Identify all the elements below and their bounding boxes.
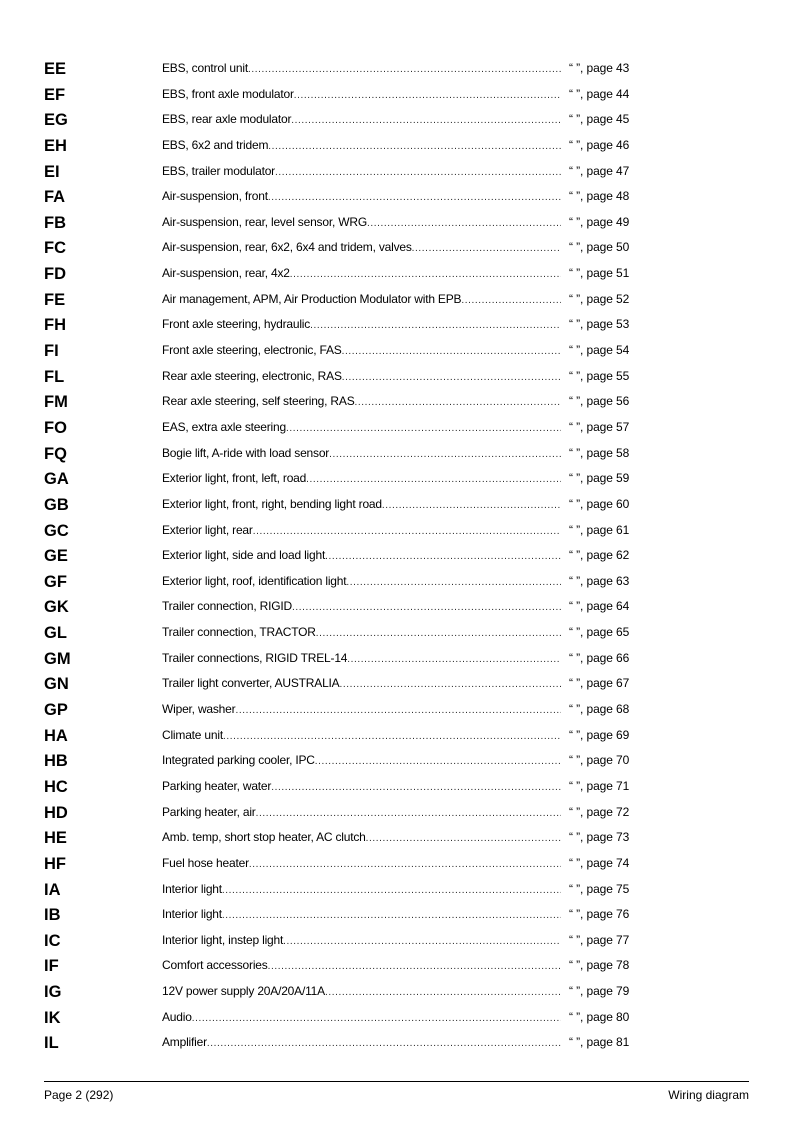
toc-title: Air-suspension, front (162, 189, 268, 204)
toc-page-ref[interactable]: “ ”, page 43 (569, 61, 630, 75)
toc-code: HC (44, 777, 68, 796)
toc-page-ref[interactable]: “ ”, page 60 (569, 496, 630, 511)
toc-code: FQ (44, 444, 67, 463)
toc-page-ref[interactable]: “ ”, page 66 (569, 650, 630, 665)
toc-row[interactable] (0, 1029, 793, 1055)
toc-page-ref[interactable]: “ ”, page 52 (569, 291, 630, 306)
toc-title: Wiper, washer (162, 702, 236, 717)
toc-row[interactable] (0, 747, 793, 773)
toc-title: Exterior light, roof, identification light (162, 573, 347, 588)
toc-code: HF (44, 854, 66, 873)
toc-title: Interior light (162, 907, 222, 922)
toc-page-ref[interactable]: “ ”, page 61 (569, 522, 630, 537)
toc-title: Interior light, instep light (162, 932, 284, 947)
toc-row[interactable] (0, 81, 793, 107)
toc-row[interactable] (0, 850, 793, 876)
toc-page-ref[interactable]: “ ”, page 46 (569, 137, 630, 152)
toc-code: IB (44, 906, 61, 925)
toc-title: Amplifier (162, 1035, 207, 1050)
toc-page-ref[interactable]: “ ”, page 76 (569, 907, 630, 922)
toc-code: IC (44, 931, 61, 950)
toc-code: IG (44, 983, 62, 1002)
toc-row[interactable] (0, 542, 793, 568)
toc-title: Climate unit (162, 727, 223, 742)
toc-title: Amb. temp, short stop heater, AC clutch (162, 830, 366, 845)
toc-code: GL (44, 624, 67, 643)
toc-title: Trailer connection, RIGID (162, 599, 292, 614)
toc-page-ref[interactable]: “ ”, page 78 (569, 958, 630, 973)
toc-title: Rear axle steering, self steering, RAS (162, 394, 355, 409)
document-title: Wiring diagram (668, 1088, 749, 1102)
toc-row[interactable] (0, 363, 793, 389)
toc-page-ref[interactable]: “ ”, page 67 (569, 676, 630, 691)
toc-row[interactable] (0, 132, 793, 158)
toc-page-ref[interactable]: “ ”, page 53 (569, 317, 630, 332)
toc-page-ref[interactable]: “ ”, page 45 (569, 112, 630, 127)
toc-title: Exterior light, front, left, road (162, 471, 307, 486)
toc-page-ref[interactable]: “ ”, page 58 (569, 445, 630, 460)
toc-title: Interior light (162, 881, 222, 896)
toc-page-ref[interactable]: “ ”, page 54 (569, 343, 630, 358)
toc-row[interactable] (0, 465, 793, 491)
toc-title: Fuel hose heater (162, 855, 249, 870)
toc-code: HD (44, 803, 68, 822)
toc-code: IA (44, 880, 61, 899)
toc-code: EE (44, 60, 67, 78)
page-number: Page 2 (292) (44, 1088, 114, 1102)
toc-code: EG (44, 111, 68, 130)
toc-row[interactable] (0, 670, 793, 696)
toc-page-ref[interactable]: “ ”, page 47 (569, 163, 630, 178)
toc-title: EBS, control unit (162, 61, 248, 75)
toc-row[interactable] (0, 619, 793, 645)
toc-page-ref[interactable]: “ ”, page 80 (569, 1009, 630, 1024)
toc-title: Front axle steering, electronic, FAS (162, 343, 342, 358)
toc-code: EH (44, 136, 67, 155)
toc-row[interactable] (0, 696, 793, 722)
toc-title: Rear axle steering, electronic, RAS (162, 368, 342, 383)
toc-code: HB (44, 752, 68, 771)
toc-code: FE (44, 290, 66, 309)
toc-code: FH (44, 316, 66, 335)
toc-page-ref[interactable]: “ ”, page 65 (569, 625, 630, 640)
toc-row[interactable] (0, 286, 793, 312)
toc-page-ref[interactable]: “ ”, page 68 (569, 702, 630, 717)
toc-title: Trailer connections, RIGID TREL-14 (162, 650, 348, 665)
toc-row[interactable] (0, 209, 793, 235)
toc-row[interactable] (0, 1004, 793, 1030)
toc-page-ref[interactable]: “ ”, page 57 (569, 419, 630, 434)
toc-title: Exterior light, rear (162, 522, 253, 537)
toc-row[interactable] (0, 183, 793, 209)
toc-code: GP (44, 701, 68, 720)
toc-page-ref[interactable]: “ ”, page 77 (569, 932, 630, 947)
toc-code: GA (44, 470, 69, 489)
toc-row[interactable] (0, 901, 793, 927)
toc-row[interactable] (0, 388, 793, 414)
toc-row[interactable] (0, 799, 793, 825)
toc-row[interactable] (0, 876, 793, 902)
toc-row[interactable] (0, 106, 793, 132)
table-of-contents (0, 55, 793, 1055)
toc-code: EF (44, 85, 66, 104)
toc-page-ref[interactable]: “ ”, page 48 (569, 189, 630, 204)
toc-page-ref[interactable]: “ ”, page 75 (569, 881, 630, 896)
toc-page-ref[interactable]: “ ”, page 64 (569, 599, 630, 614)
toc-row[interactable] (0, 722, 793, 748)
toc-page-ref[interactable]: “ ”, page 63 (569, 573, 630, 588)
toc-title: Parking heater, air (162, 804, 256, 819)
footer-divider (44, 1081, 749, 1082)
toc-title: Air-suspension, rear, 4x2 (162, 266, 290, 281)
toc-title: Trailer connection, TRACTOR (162, 625, 316, 640)
toc-title: Audio (162, 1009, 192, 1024)
toc-code: FA (44, 188, 66, 207)
toc-row[interactable] (0, 568, 793, 594)
toc-title: 12V power supply 20A/20A/11A (162, 984, 325, 999)
toc-row[interactable] (0, 927, 793, 953)
toc-code: IL (44, 1034, 59, 1053)
toc-row[interactable] (0, 55, 793, 81)
toc-code: GK (44, 598, 69, 617)
toc-page-ref[interactable]: “ ”, page 70 (569, 753, 630, 768)
toc-code: HA (44, 726, 68, 745)
toc-title: Exterior light, front, right, bending light road (162, 496, 382, 511)
toc-title: Integrated parking cooler, IPC (162, 753, 315, 768)
toc-code: IK (44, 1008, 61, 1027)
toc-page-ref[interactable]: “ ”, page 72 (569, 804, 630, 819)
toc-page-ref[interactable]: “ ”, page 79 (569, 984, 630, 999)
toc-page-ref[interactable]: “ ”, page 81 (569, 1035, 630, 1050)
toc-row[interactable] (0, 978, 793, 1004)
toc-row[interactable] (0, 158, 793, 184)
toc-row[interactable] (0, 337, 793, 363)
toc-code: FO (44, 418, 67, 437)
toc-page-ref[interactable]: “ ”, page 49 (569, 214, 630, 229)
toc-code: FI (44, 342, 59, 361)
toc-page-ref[interactable]: “ ”, page 56 (569, 394, 630, 409)
toc-title: Parking heater, water (162, 778, 272, 793)
toc-row[interactable] (0, 440, 793, 466)
toc-code: GN (44, 675, 69, 694)
toc-code: FM (44, 393, 68, 412)
toc-code: HE (44, 829, 67, 848)
toc-title: Bogie lift, A-ride with load sensor (162, 445, 330, 460)
toc-page-ref[interactable]: “ ”, page 69 (569, 727, 630, 742)
toc-title: Comfort accessories (162, 958, 268, 973)
toc-row[interactable] (0, 952, 793, 978)
toc-page-ref[interactable]: “ ”, page 50 (569, 240, 630, 255)
toc-row[interactable] (0, 773, 793, 799)
toc-title: EBS, front axle modulator (162, 86, 294, 101)
toc-code: EI (44, 162, 60, 181)
toc-row[interactable] (0, 824, 793, 850)
toc-title: EBS, trailer modulator (162, 163, 275, 178)
toc-row[interactable] (0, 491, 793, 517)
toc-code: GF (44, 572, 67, 591)
toc-page-ref[interactable]: “ ”, page 74 (569, 855, 630, 870)
toc-code: FD (44, 265, 66, 284)
toc-row[interactable] (0, 311, 793, 337)
toc-row[interactable] (0, 234, 793, 260)
toc-title: EAS, extra axle steering (162, 419, 286, 434)
toc-title: Air-suspension, rear, 6x2, 6x4 and tridem, valves (162, 240, 412, 255)
toc-code: GE (44, 547, 68, 566)
toc-title: EBS, 6x2 and tridem (162, 137, 269, 152)
toc-code: GM (44, 649, 71, 668)
toc-code: GB (44, 495, 69, 514)
toc-code: FB (44, 213, 66, 232)
toc-row[interactable] (0, 260, 793, 286)
toc-page-ref[interactable]: “ ”, page 55 (569, 368, 630, 383)
toc-row[interactable] (0, 645, 793, 671)
toc-title: Exterior light, side and load light (162, 548, 326, 563)
toc-code: FL (44, 367, 65, 386)
toc-row[interactable] (0, 517, 793, 543)
toc-page-ref[interactable]: “ ”, page 62 (569, 548, 630, 563)
toc-title: Front axle steering, hydraulic (162, 317, 311, 332)
toc-page-ref[interactable]: “ ”, page 44 (569, 86, 630, 101)
toc-page-ref[interactable]: “ ”, page 59 (569, 471, 630, 486)
toc-title: Trailer light converter, AUSTRALIA (162, 676, 340, 691)
toc-code: IF (44, 957, 59, 976)
toc-page-ref[interactable]: “ ”, page 73 (569, 830, 630, 845)
toc-title: Air management, APM, Air Production Modulator with EPB (162, 291, 462, 306)
toc-row[interactable] (0, 593, 793, 619)
toc-page-ref[interactable]: “ ”, page 51 (569, 266, 630, 281)
toc-title: EBS, rear axle modulator (162, 112, 292, 127)
toc-code: FC (44, 239, 66, 258)
toc-title: Air-suspension, rear, level sensor, WRG (162, 214, 367, 229)
toc-code: GC (44, 521, 69, 540)
toc-page-ref[interactable]: “ ”, page 71 (569, 778, 630, 793)
toc-row[interactable] (0, 414, 793, 440)
